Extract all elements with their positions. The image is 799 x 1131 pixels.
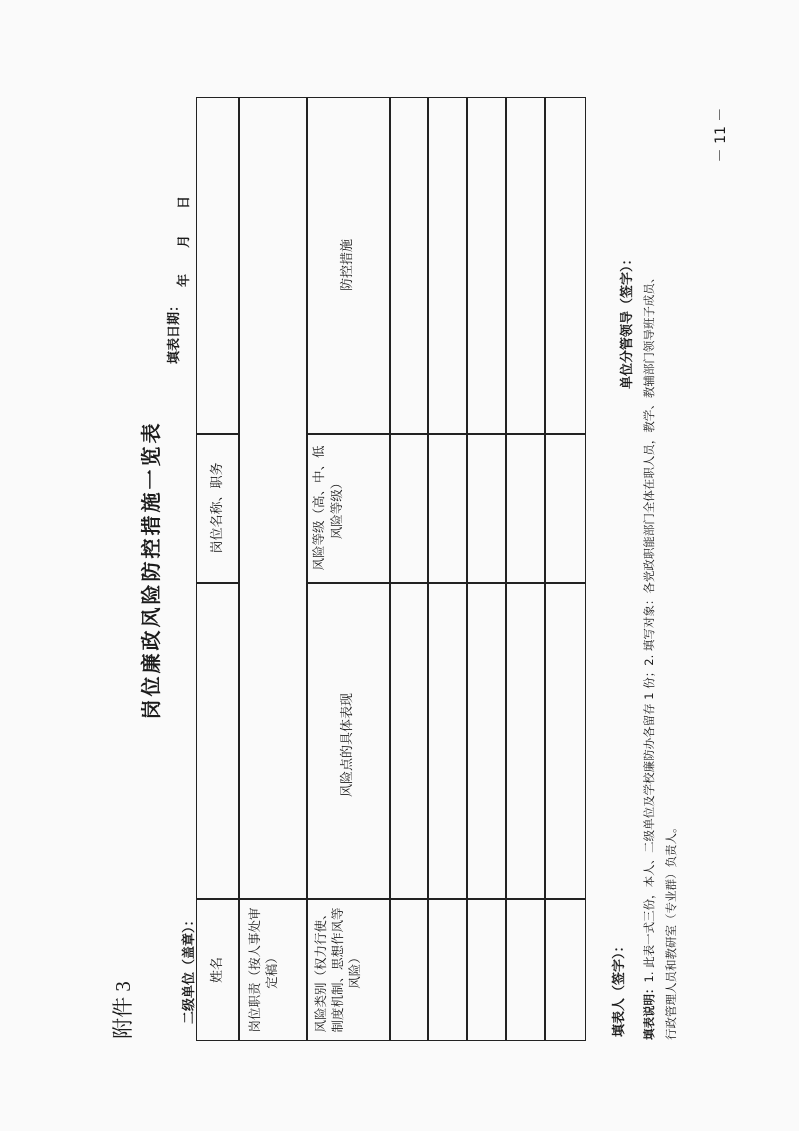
- row-label-name: 姓名: [210, 957, 225, 984]
- date-fields: 年 月 日: [177, 195, 192, 287]
- row-label-position-name: 岗位名称、职务: [210, 462, 225, 554]
- page-title: 岗位廉政风险防控措施一览表: [139, 420, 163, 720]
- annex-label: 附件 3: [111, 981, 135, 1039]
- page-number: － 11 －: [713, 107, 729, 163]
- notes: [638, 90, 682, 1040]
- unit-label: 二级单位（盖章）：: [182, 913, 197, 1024]
- header-risk-manifestation: 风险点的具体表现: [340, 693, 355, 798]
- row-label-duties: 岗位职责（按人事处审定稿）: [247, 907, 279, 1033]
- header-measures: 防控措施: [340, 239, 355, 292]
- filler-signature-label: 填表人（签字）：: [612, 939, 627, 1037]
- header-risk-level: 风险等级（高、中、低风险等级）: [311, 445, 344, 571]
- row-label-risk-type: 风险类别（权力行使、制度机制、思想作风等风险）: [313, 907, 362, 1033]
- notes-label: 填表说明：: [642, 982, 656, 1040]
- note-line-1: 1. 此表一式三份，本人、二级单位及学校廉防办各留存 1 份；2. 填写对象：各党政职能部门全体在职人员，教学、教辅部门领导班子成员、: [642, 271, 656, 983]
- leader-signature-label: 单位分管领导（签字）：: [620, 252, 635, 389]
- note-line-2: 行政管理人员和教研室（专业群）负责人。: [664, 821, 678, 1040]
- date-label: 填表日期：: [167, 298, 182, 364]
